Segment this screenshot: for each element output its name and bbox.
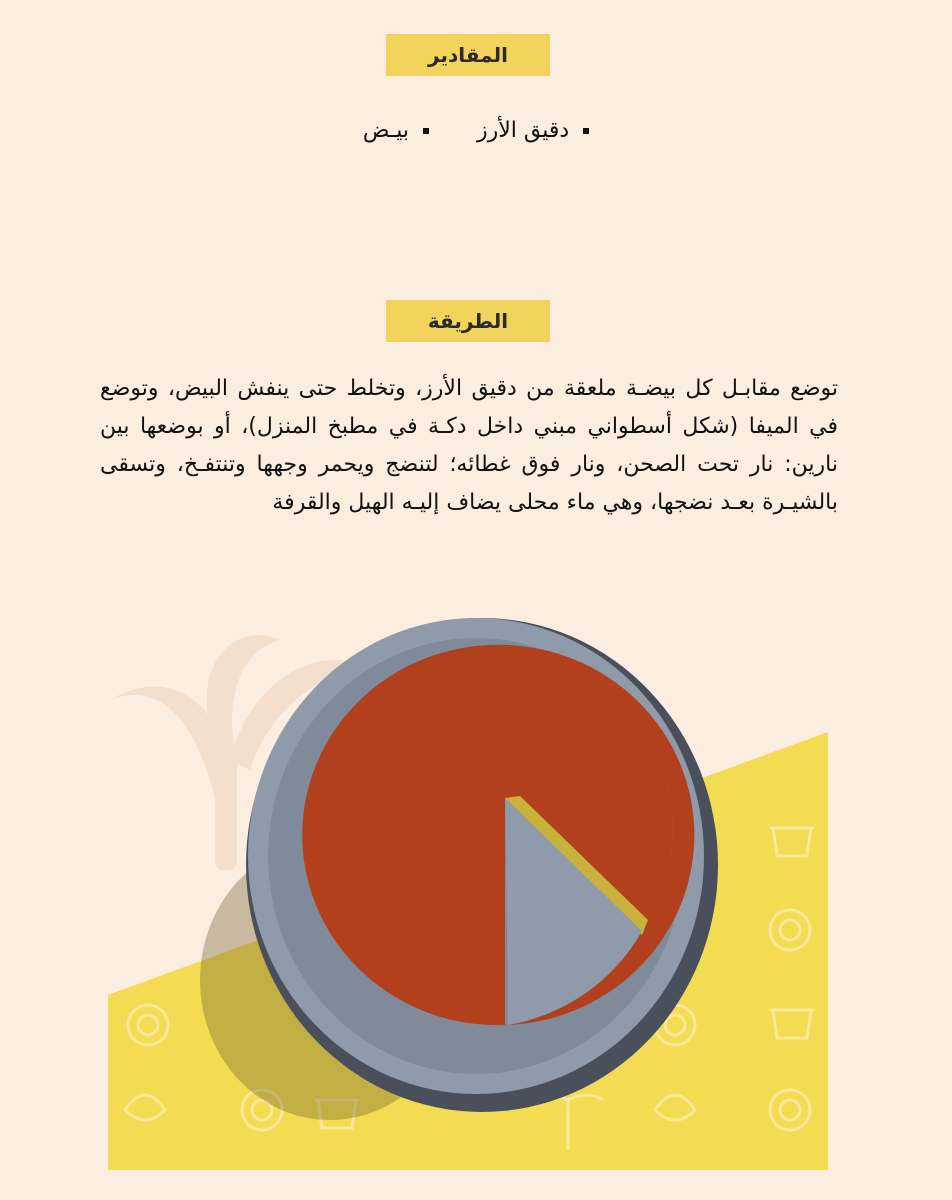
ingredient-item — [477, 118, 589, 143]
bullet-icon — [583, 128, 589, 134]
ingredients-list — [300, 118, 652, 143]
cake-illustration — [0, 600, 952, 1200]
bullet-icon — [423, 128, 429, 134]
ingredient-item — [363, 118, 429, 143]
method-title: الطريقة — [386, 300, 550, 342]
ingredient-label: دقيق الأرز — [476, 118, 570, 143]
ingredients-title: المقادير — [386, 34, 550, 76]
method-paragraph: توضع مقابـل كل بيضـة ملعقة من دقيق الأرز، وتخلط حتى ينفش البيض، وتوضع في الميفا (شكل أسطواني مبني داخل دكـة في مطبخ المنزل)، أو بوضعها بين نارين: نار تحت الصحن، ونار فوق غطائه؛ لتنضج ويحمر وجهها وتنتفـخ، وتسقى بالشيـرة بعـد نضجها، وهي ماء محلى يضاف إليـه الهيل والقرفة — [100, 376, 838, 515]
ingredient-label: بيـض — [362, 118, 409, 143]
